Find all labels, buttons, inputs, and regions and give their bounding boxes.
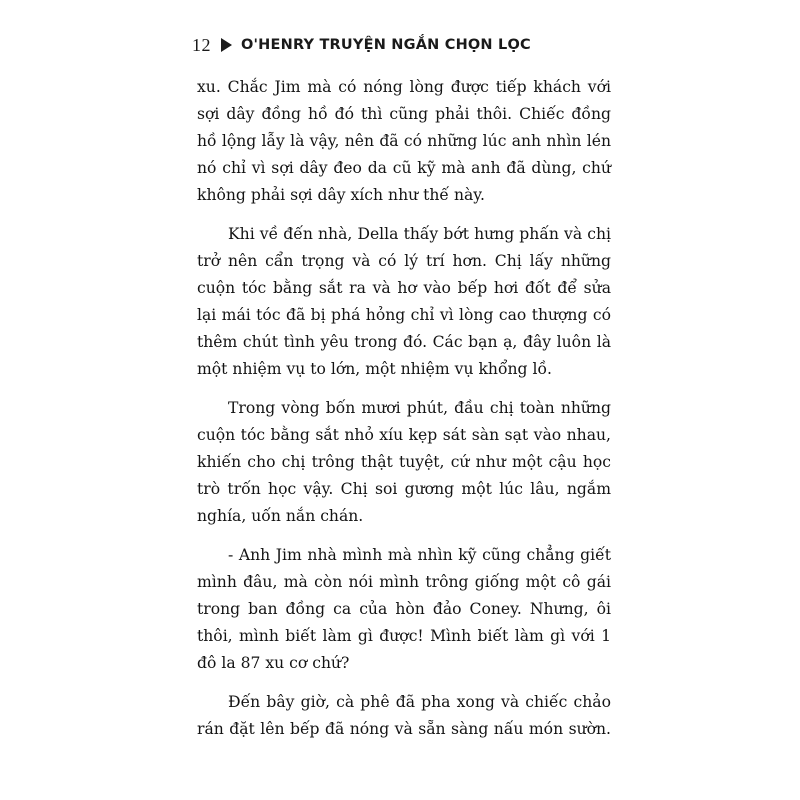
text-line: xu. Chắc Jim mà có nóng lòng được tiếp khách với — [197, 78, 611, 96]
text-line: trở nên cẩn trọng và có lý trí hơn. Chị lấy những — [197, 252, 611, 270]
book-title: O'HENRY TRUYỆN NGẮN CHỌN LỌC — [241, 37, 531, 53]
text-line: trò trốn học vậy. Chị soi gương một lúc lâu, ngắm — [197, 480, 611, 498]
text-line: Trong vòng bốn mươi phút, đầu chị toàn những — [228, 399, 611, 417]
paragraph-3 — [197, 395, 611, 530]
running-head — [192, 33, 531, 57]
paragraph-2 — [197, 221, 611, 383]
text-line: một nhiệm vụ to lớn, một nhiệm vụ khổng lồ. — [197, 360, 552, 378]
text-line: sợi dây đồng hồ đó thì cũng phải thôi. Chiếc đồng — [197, 105, 611, 123]
text-line: nghía, uốn nắn chán. — [197, 507, 364, 525]
text-line: khiến cho chị trông thật tuyệt, cứ như một cậu học — [197, 453, 611, 471]
body-text — [197, 74, 611, 755]
text-line: Đến bây giờ, cà phê đã pha xong và chiếc chảo — [228, 693, 611, 711]
text-line: - Anh Jim nhà mình mà nhìn kỹ cũng chẳng giết — [228, 546, 611, 564]
paragraph-5 — [197, 689, 611, 743]
paragraph-4-dialogue — [197, 542, 611, 677]
text-line: không phải sợi dây xích như thế này. — [197, 186, 486, 204]
text-line: thôi, mình biết làm gì được! Mình biết làm gì với 1 — [197, 627, 611, 645]
text-line: lại mái tóc đã bị phá hỏng chỉ vì lòng cao thượng có — [197, 306, 611, 324]
text-line: rán đặt lên bếp đã nóng và sẵn sàng nấu món sườn. — [197, 720, 611, 738]
text-line: mình đâu, mà còn nói mình trông giống một cô gái — [197, 573, 611, 591]
right-triangle-icon — [221, 38, 232, 52]
text-line: đô la 87 xu cơ chứ? — [197, 654, 350, 672]
text-line: nó chỉ vì sợi dây đeo da cũ kỹ mà anh đã dùng, chứ — [197, 159, 611, 177]
text-line: trong ban đồng ca của hòn đảo Coney. Nhưng, ôi — [197, 600, 611, 618]
page-number: 12 — [192, 34, 211, 55]
text-line: hồ lộng lẫy là vậy, nên đã có những lúc anh nhìn lén — [197, 132, 611, 150]
text-line: cuộn tóc bằng sắt nhỏ xíu kẹp sát sàn sạt vào nhau, — [197, 426, 611, 444]
paragraph-1 — [197, 74, 611, 209]
text-line: thêm chút tình yêu trong đó. Các bạn ạ, đây luôn là — [197, 333, 611, 351]
text-line: cuộn tóc bằng sắt ra và hơ vào bếp hơi đốt để sửa — [197, 279, 611, 297]
text-line: Khi về đến nhà, Della thấy bớt hưng phấn và chị — [228, 225, 611, 243]
